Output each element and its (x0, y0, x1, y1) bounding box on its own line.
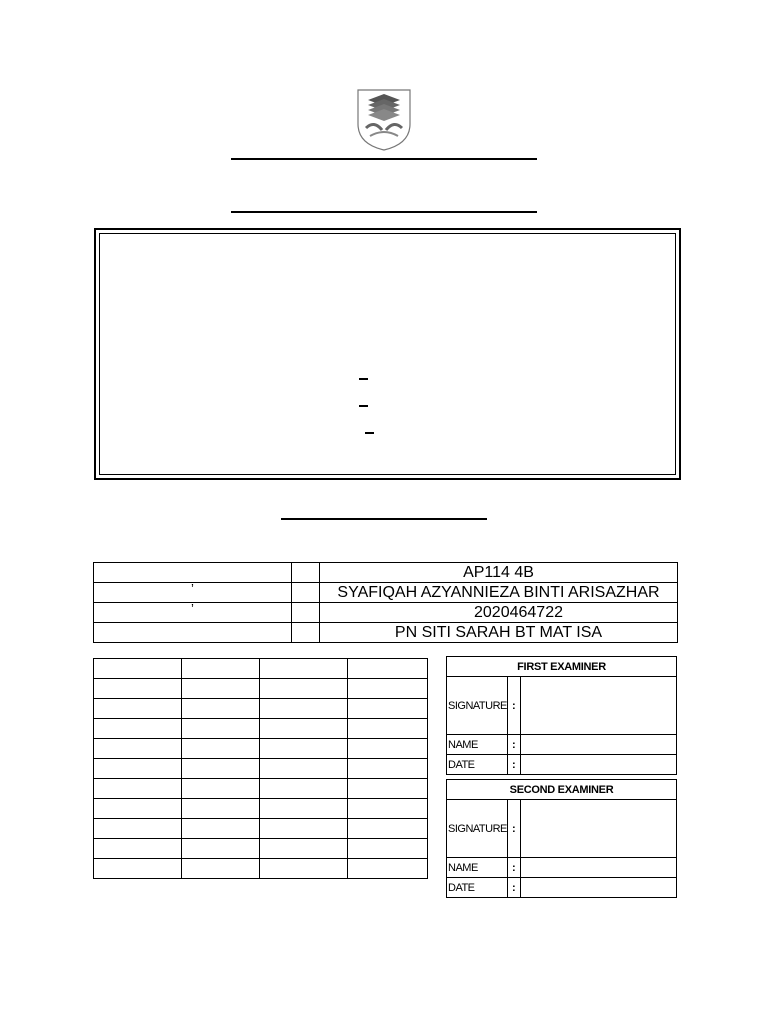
name-label: NAME (447, 858, 508, 878)
second-examiner-name-field[interactable] (520, 858, 676, 878)
table-row (94, 819, 428, 839)
info-row-lecturer (94, 623, 678, 643)
second-examiner-name-row (447, 858, 677, 878)
info-row-group (94, 563, 678, 583)
table-row (94, 759, 428, 779)
first-examiner-signature-row (447, 677, 677, 735)
table-row (94, 679, 428, 699)
second-examiner-signature-row (447, 800, 677, 858)
first-examiner-name-field[interactable] (520, 735, 676, 755)
info-colon-cell (292, 583, 320, 603)
first-examiner-date-field[interactable] (520, 755, 676, 775)
dash-mark (359, 378, 368, 380)
info-label: ’ (94, 583, 292, 603)
first-examiner-name-row (447, 735, 677, 755)
first-examiner-header-row (447, 657, 677, 677)
title-frame-inner (99, 233, 676, 475)
date-label: DATE (447, 755, 508, 775)
first-examiner-title: FIRST EXAMINER (447, 657, 677, 677)
first-examiner-date-row (447, 755, 677, 775)
header-rule-1 (231, 158, 537, 160)
first-examiner-signature-field[interactable] (520, 677, 676, 735)
table-row (94, 699, 428, 719)
section-rule (281, 518, 487, 520)
student-id-value: 2020464722 (320, 603, 678, 623)
info-colon-cell (292, 603, 320, 623)
title-frame (94, 228, 681, 480)
second-examiner-table (446, 779, 677, 898)
first-examiner-table (446, 656, 677, 775)
second-examiner-date-row (447, 878, 677, 898)
info-colon-cell (292, 563, 320, 583)
table-row (94, 779, 428, 799)
marks-grid (93, 658, 428, 879)
second-examiner-header-row (447, 780, 677, 800)
table-row (94, 719, 428, 739)
info-row-id (94, 603, 678, 623)
table-row (94, 739, 428, 759)
student-info-table (93, 562, 678, 643)
university-crest-logo (356, 88, 412, 152)
name-label: NAME (447, 735, 508, 755)
table-row (94, 799, 428, 819)
signature-label: SIGNATURE (447, 800, 508, 858)
table-row (94, 659, 428, 679)
info-label: ’ (94, 603, 292, 623)
date-label: DATE (447, 878, 508, 898)
dash-mark (365, 432, 374, 434)
group-value: AP114 4B (320, 563, 678, 583)
student-name-value: SYAFIQAH AZYANNIEZA BINTI ARISAZHAR (320, 583, 678, 603)
second-examiner-signature-field[interactable] (520, 800, 676, 858)
info-row-name (94, 583, 678, 603)
info-label (94, 623, 292, 643)
signature-label: SIGNATURE (447, 677, 508, 735)
table-row (94, 839, 428, 859)
second-examiner-date-field[interactable] (520, 878, 676, 898)
colon: : (507, 735, 520, 755)
colon: : (507, 858, 520, 878)
header-rule-2 (231, 211, 537, 213)
colon: : (507, 677, 520, 735)
second-examiner-title: SECOND EXAMINER (447, 780, 677, 800)
lecturer-value: PN SITI SARAH BT MAT ISA (320, 623, 678, 643)
info-label (94, 563, 292, 583)
colon: : (507, 800, 520, 858)
colon: : (507, 755, 520, 775)
dash-mark (359, 405, 368, 407)
table-row (94, 859, 428, 879)
info-colon-cell (292, 623, 320, 643)
colon: : (507, 878, 520, 898)
